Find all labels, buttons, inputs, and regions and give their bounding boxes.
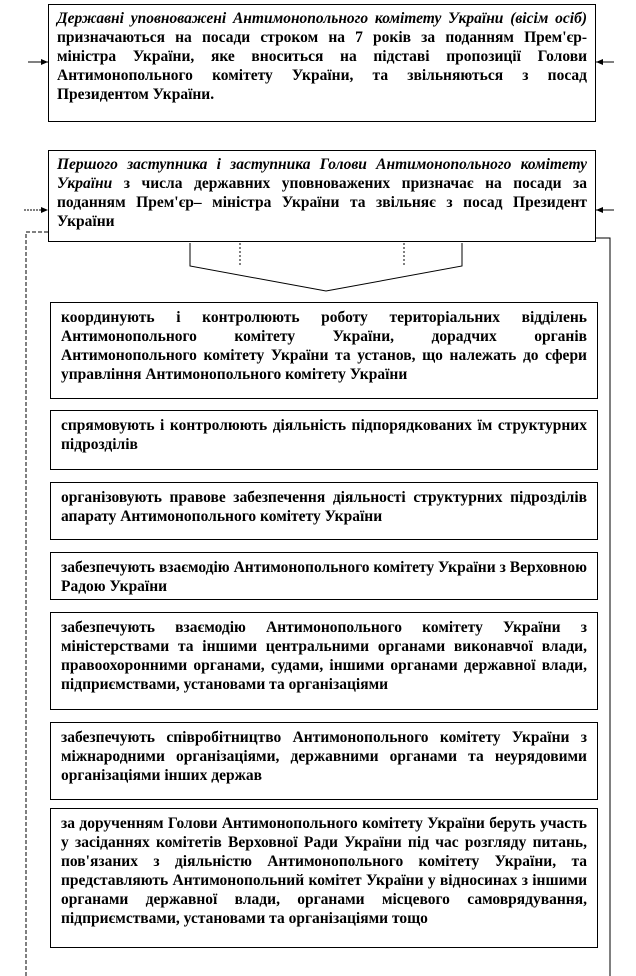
task-box-international: забезпечують співробітництво Антимонопольного комітету України з міжнародними організаціями, державними органами та неурядовими організаціями інших держав (50, 722, 598, 800)
second-box (48, 150, 596, 242)
down-arrow-inner (240, 243, 404, 266)
task-box-direct: спрямовують і контролюють діяльність підпорядкованих їм структурних підрозділів (50, 410, 598, 470)
down-arrow-shape (190, 243, 462, 291)
top-box-text: призначаються на посади строком на 7 років за поданням Прем'єр-міністра України, яке вноситься на підставі пропозиції Голови Антимонопольного комітету України, та звільняються з посад Президентом України. (57, 29, 587, 103)
right-vertical-line (596, 238, 610, 976)
top-box-heading: Державні уповноважені Антимонопольного комітету України (вісім осіб) (57, 10, 587, 27)
second-box-text: з числа державних уповноважених призначає на посади за поданням Прем'єр– міністра України та звільняє з посад Президент України (57, 175, 587, 230)
task-box-legal: організовують правове забезпечення діяльності структурних підрозділів апарату Антимонопольного комітету України (50, 482, 598, 540)
task-box-rada: забезпечують взаємодію Антимонопольного комітету України з Верховною Радою України (50, 552, 598, 600)
task-box-coordinate: координують і контролюють роботу територіальних відділень Антимонопольного комітету України, дорадчих органів Антимонопольного комітету України та установ, що належать до сфери управління Антимонопольного комітету України (50, 302, 598, 399)
task-box-ministries: забезпечують взаємодію Антимонопольного комітету України з міністерствами та іншими центральними органами виконавчої влади, правоохоронними органами, судами, іншими органами державної влади, підприємствами, установами та організаціями (50, 612, 598, 710)
second-box-heading: Першого заступника і заступника Голови Антимонопольного комітету України (57, 156, 587, 192)
task-box-representation: за дорученням Голови Антимонопольного комітету України беруть участь у засіданнях комітетів Верховної Ради України під час розгляду питань, пов'язаних з діяльністю Антимонопольного комітету України, та представляють Антимонопольний комітет України у відносинах з іншими органами державної влади, органами місцевого самоврядування, підприємствами, установами та організаціями тощо (50, 808, 598, 948)
left-vertical-line (26, 232, 48, 976)
top-box (48, 4, 596, 122)
